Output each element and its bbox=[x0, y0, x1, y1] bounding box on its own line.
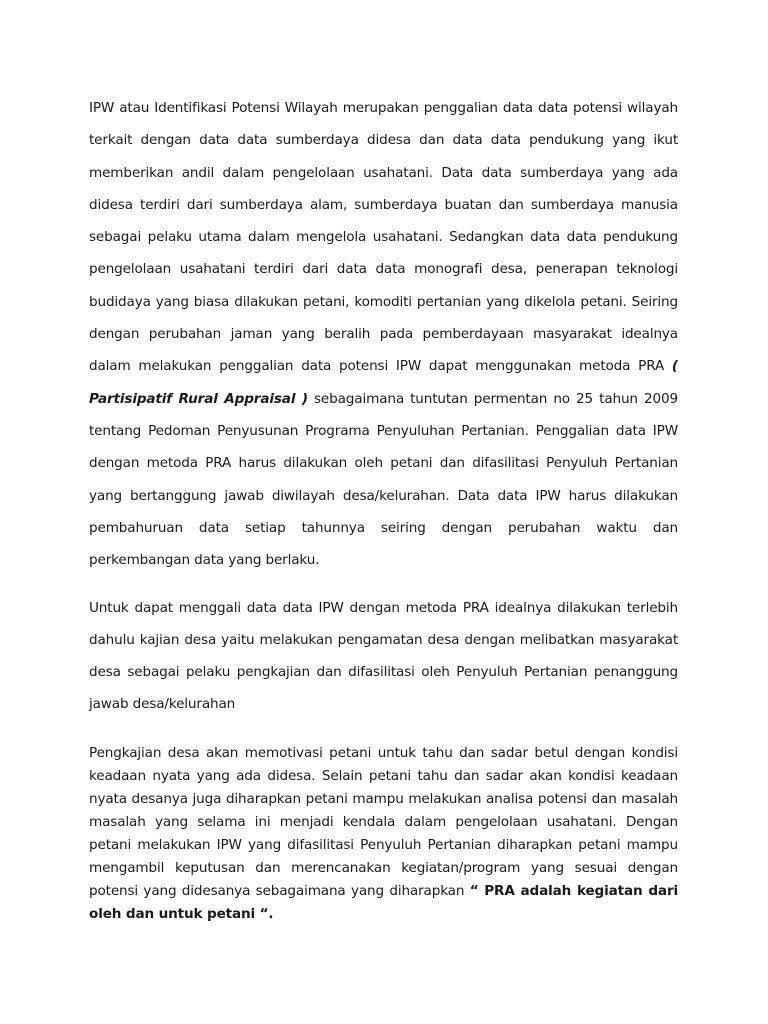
pra-term-emphasis: ( Partisipatif Rural Appraisal ) bbox=[89, 358, 678, 407]
paragraph-ipw-definition bbox=[89, 92, 678, 576]
paragraph-text: Pengkajian desa akan memotivasi petani untuk tahu dan sadar betul dengan kondisi keadaan nyata yang ada didesa. Selain petani tahu dan sadar akan kondisi keadaan nyata desanya juga diharapkan petani mampu melakukan analisa potensi dan masalah masalah yang selama ini menjadi kendala dalam pengelolaan usahatani. Dengan petani melakukan IPW yang difasilitasi Penyuluh Pertanian diharapkan petani mampu mengambil keputusan dan merencanakan kegiatan/program yang sesuai dengan potensi yang didesanya sebagaimana yang diharapkan bbox=[89, 745, 678, 900]
paragraph-village-assessment bbox=[89, 742, 678, 926]
paragraph-text: sebagaimana tuntutan permentan no 25 tahun 2009 tentang Pedoman Penyusunan Programa Penyuluhan Pertanian. Penggalian data IPW dengan metoda PRA harus dilakukan oleh petani dan difasilitasi Penyuluh Pertanian yang bertanggung jawab diwilayah desa/kelurahan. Data data IPW harus dilakukan pembahuruan data setiap tahunnya seiring dengan perubahan waktu dan perkembangan data yang berlaku. bbox=[89, 390, 678, 569]
paragraph-text: IPW atau Identifikasi Potensi Wilayah merupakan penggalian data data potensi wilayah terkait dengan data data sumberdaya didesa dan data data pendukung yang ikut memberikan andil dalam pengelolaan usahatani. Data data sumberdaya yang ada didesa terdiri dari sumberdaya alam, sumberdaya buatan dan sumberdaya manusia sebagai pelaku utama dalam mengelola usahatani. Sedangkan data data pendukung pengelolaan usahatani terdiri dari data data monografi desa, penerapan teknologi budidaya yang biasa dilakukan petani, komoditi pertanian yang dikelola petani. Seiring dengan perubahan jaman yang beralih pada pemberdayaan masyarakat idealnya dalam melakukan penggalian data potensi IPW dapat menggunakan metoda PRA bbox=[89, 100, 678, 375]
pra-quote-emphasis: “ PRA adalah kegiatan dari oleh dan untuk petani “. bbox=[89, 883, 679, 923]
document-page bbox=[89, 92, 678, 926]
paragraph-village-study: Untuk dapat menggali data data IPW dengan metoda PRA idealnya dilakukan terlebih dahulu kajian desa yaitu melakukan pengamatan desa dengan melibatkan masyarakat desa sebagai pelaku pengkajian dan difasilitasi oleh Penyuluh Pertanian penanggung jawab desa/kelurahan bbox=[89, 600, 678, 713]
